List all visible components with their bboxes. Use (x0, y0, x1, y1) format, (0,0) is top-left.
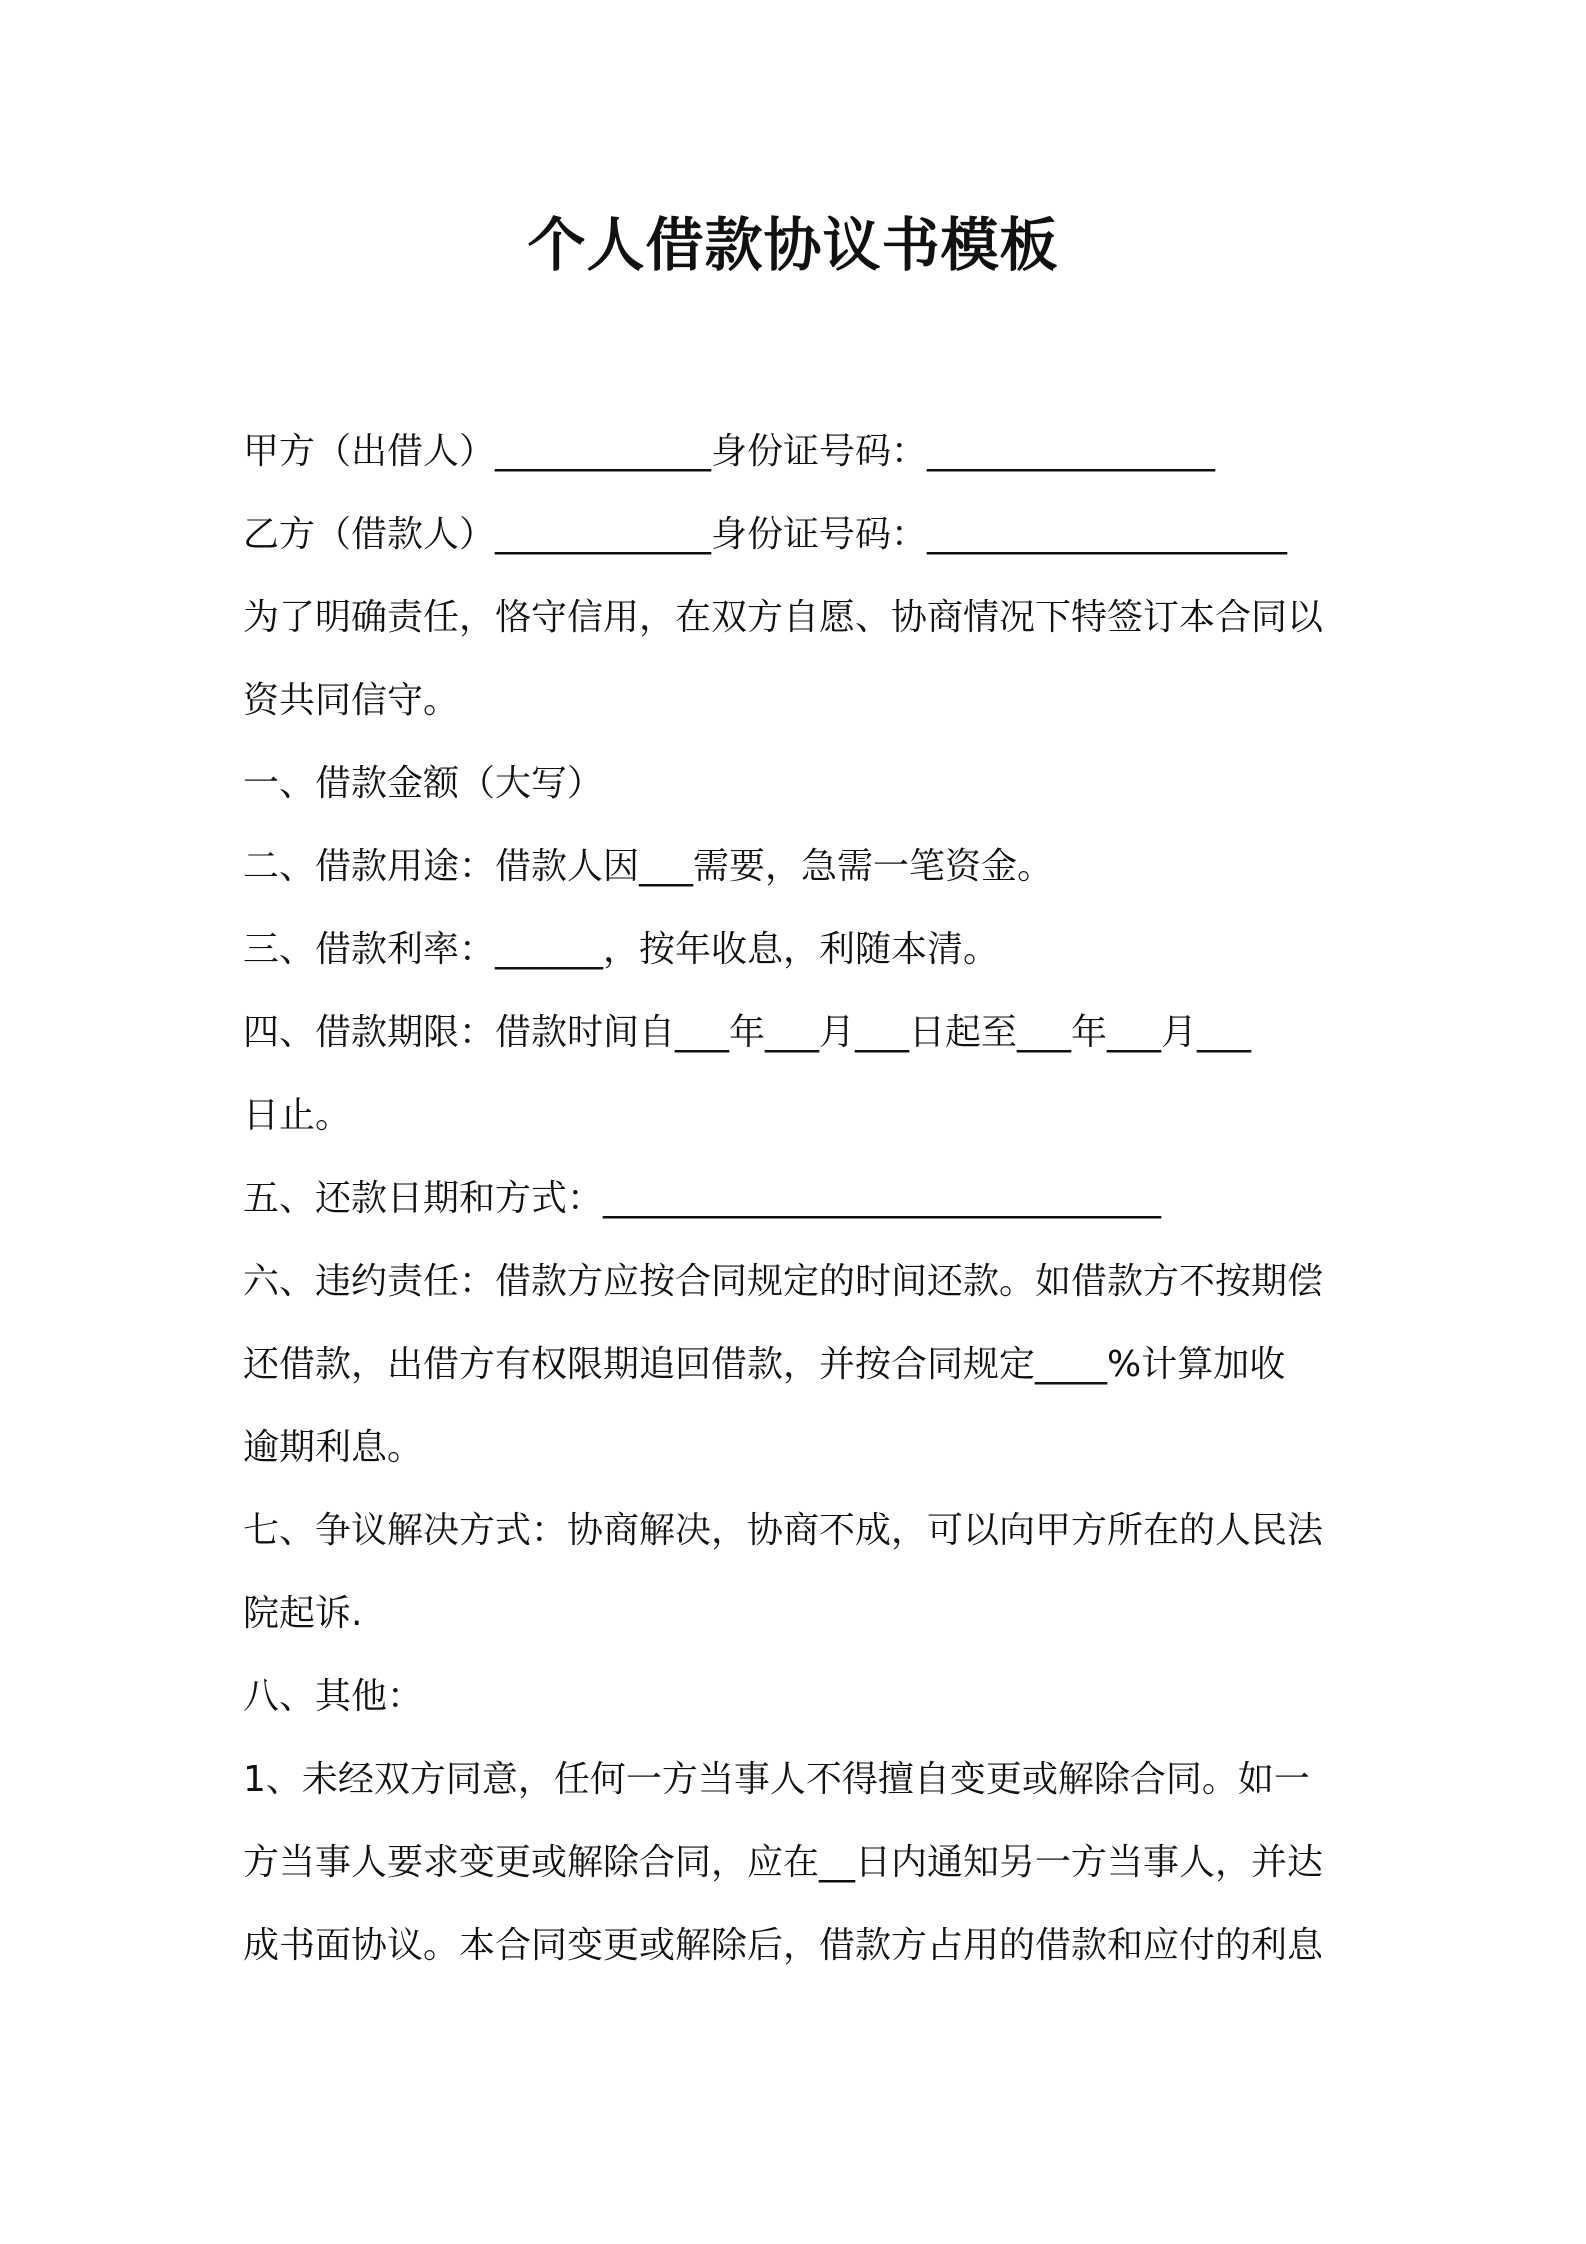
clause-8-other: 八、其他： (243, 1676, 424, 1717)
clause-7-dispute-line-2: 院起诉. (243, 1593, 363, 1634)
clause-8-item-1-line-1: 1、未经双方同意，任何一方当事人不得擅自变更或解除合同。如一 (243, 1759, 1310, 1800)
clause-5-repayment: 五、还款日期和方式：_______________________________ (243, 1178, 1162, 1219)
clause-6-liability-line-1: 六、违约责任：借款方应按合同规定的时间还款。如借款方不按期偿 (243, 1261, 1324, 1302)
clause-8-item-1-line-3: 成书面协议。本合同变更或解除后，借款方占用的借款和应付的利息 (243, 1925, 1324, 1966)
clause-7-dispute-line-1: 七、争议解决方式：协商解决，协商不成，可以向甲方所在的人民法 (243, 1510, 1324, 1551)
clause-2-purpose: 二、借款用途：借款人因___需要，急需一笔资金。 (243, 846, 1054, 887)
clause-6-liability-line-3: 逾期利息。 (243, 1427, 424, 1468)
clause-8-item-1-line-2: 方当事人要求变更或解除合同，应在__日内通知另一方当事人，并达 (243, 1842, 1324, 1883)
preamble-line-2: 资共同信守。 (243, 680, 460, 721)
party-a-line: 甲方（出借人）____________身份证号码：________________ (243, 431, 1216, 472)
document-title: 个人借款协议书模板 (527, 211, 1059, 279)
clause-3-rate: 三、借款利率：______，按年收息，利随本清。 (243, 929, 1000, 970)
party-b-line: 乙方（借款人）____________身份证号码：____________________ (243, 514, 1288, 555)
clause-1-amount: 一、借款金额（大写） (243, 763, 604, 804)
clause-6-liability-line-2: 还借款，出借方有权限期追回借款，并按合同规定____%计算加收 (243, 1344, 1286, 1385)
clause-4-term-line-2: 日止。 (243, 1095, 352, 1136)
document-body (243, 410, 1363, 1987)
preamble-line-1: 为了明确责任，恪守信用，在双方自愿、协商情况下特签订本合同以 (243, 597, 1324, 638)
clause-4-term-line-1: 四、借款期限：借款时间自___年___月___日起至___年___月___ (243, 1012, 1252, 1053)
